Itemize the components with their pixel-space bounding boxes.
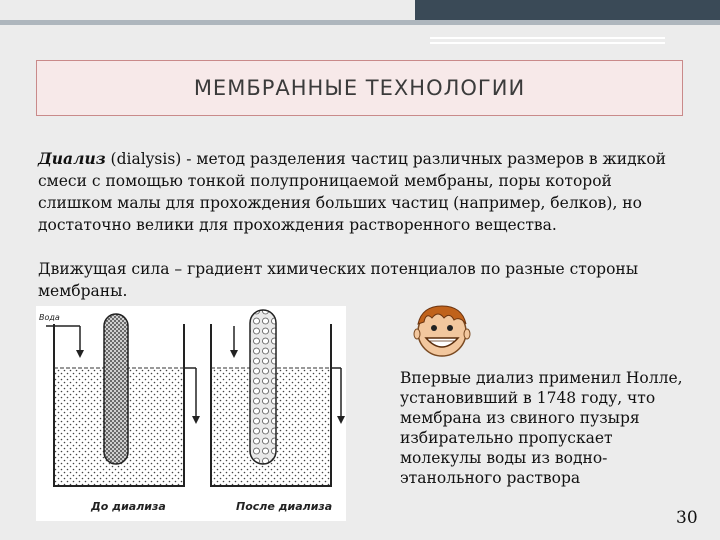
header-line <box>430 42 665 44</box>
beaker-before <box>46 314 200 486</box>
smiley-face-icon <box>402 302 482 360</box>
header-line <box>430 37 665 39</box>
header-accent-bar <box>415 0 720 20</box>
dialysis-definition <box>38 148 688 236</box>
label-before-dialysis: До диализа <box>91 500 166 513</box>
term-dialysis: Диализ <box>38 149 106 168</box>
dialysis-diagram <box>36 306 346 521</box>
slide-title: МЕМБРАННЫЕ ТЕХНОЛОГИИ <box>193 76 526 100</box>
header-stripe <box>0 20 720 25</box>
beaker-after <box>211 310 345 486</box>
page-number: 30 <box>676 508 698 528</box>
water-label: Вода <box>39 313 60 322</box>
driving-force-text: Движущая сила – градиент химических потенциалов по разные стороны мембраны. <box>38 260 639 300</box>
definition-text: (dialysis) - метод разделения частиц различных размеров в жидкой смеси с помощью тонкой полупроницаемой мембраны, поры которой слишком малы для прохождения больших частиц (например, белков), но достаточно велики для прохождения растворенного вещества. <box>38 150 666 234</box>
title-box <box>36 60 683 116</box>
history-note: Впервые диализ применил Нолле, установивший в 1748 году, что мембрана из свиного пузыря избирательно пропускает молекулы воды из водно-этанольного раствора <box>400 369 683 487</box>
label-after-dialysis: После диализа <box>236 500 333 513</box>
